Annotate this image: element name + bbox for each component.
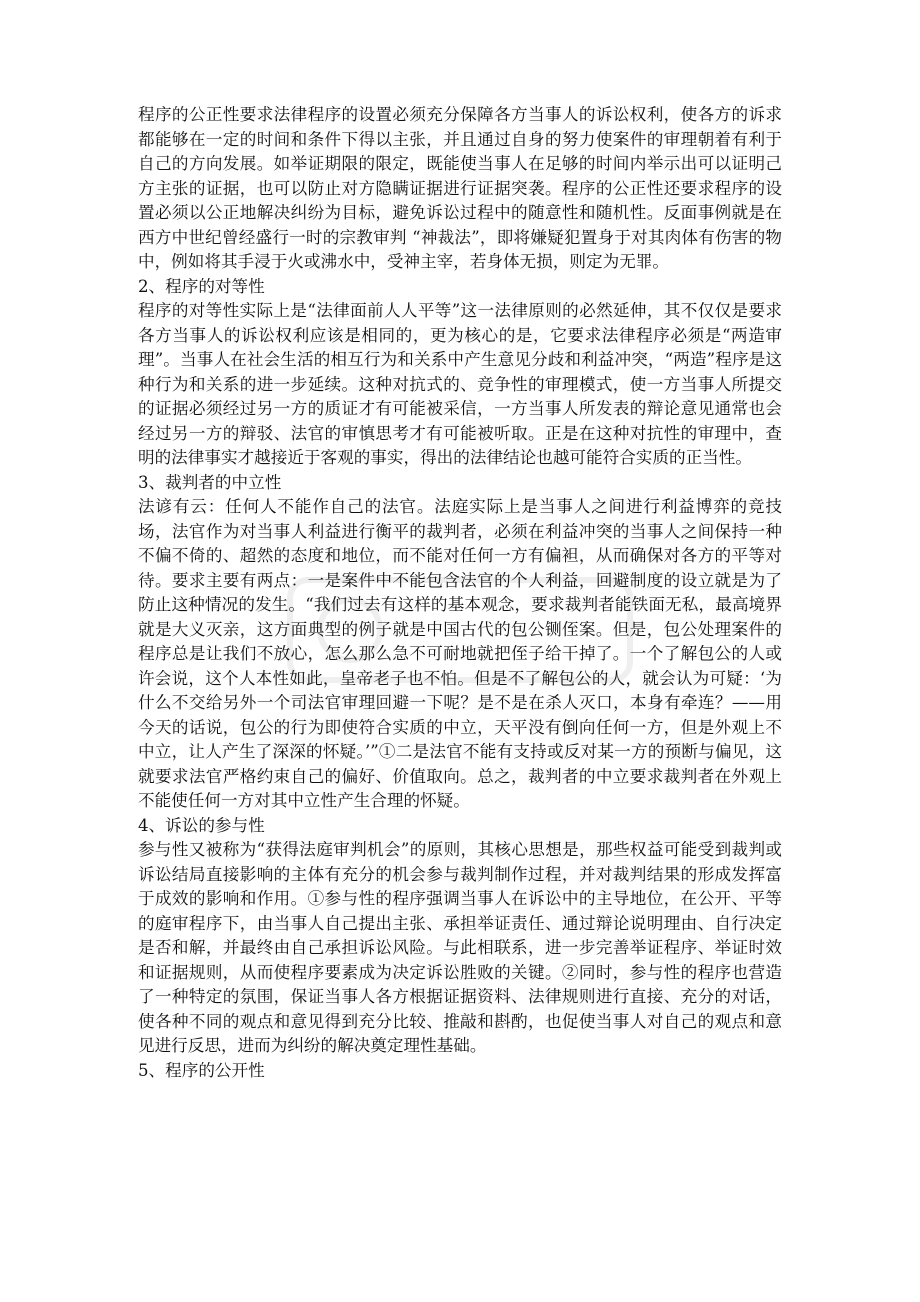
paragraph-fairness: 程序的公正性要求法律程序的设置必须充分保障各方当事人的诉讼权利，使各方的诉求都能够在一定的时间和条件下得以主张，并且通过自身的努力使案件的审理朝着有利于自己的方向发展。如举证期限的限定，既能使当事人在足够的时间内举示出可以证明己方主张的证据，也可以防止对方隐瞒证据进行证据突袭。程序的公正性还要求程序的设置必须以公正地解决纠纷为目标，避免诉讼过程中的随意性和随机性。反面事例就是在西方中世纪曾经盛行一时的宗教审判 “神裁法”，即将嫌疑犯置身于对其肉体有伤害的物中，例如将其手浸于火或沸水中，受神主宰，若身体无损，则定为无罪。 — [138, 105, 782, 271]
heading-openness: 5、程序的公开性 — [138, 1060, 265, 1080]
paragraph-equality: 程序的对等性实际上是“法律面前人人平等”这一法律原则的必然延伸，其不仅仅是要求各方当事人的诉讼权利应该是相同的，更为核心的是，它要求法律程序必须是“两造审理”。当事人在社会生活的相互行为和关系中产生意见分歧和利益冲突，“两造”程序是这种行为和关系的进一步延续。这种对抗式的、竞争性的审理模式，使一方当事人所提交的证据必须经过另一方的质证才有可能被采信，一方当事人所发表的辩论意见通常也会经过另一方的辩驳、法官的审慎思考才有可能被听取。正是在这种对抗性的审理中，查明的法律事实才越接近于客观的事实，得出的法律结论也越可能符合实质的正当性。 — [138, 301, 782, 467]
paragraph-participation: 参与性又被称为“获得法庭审判机会”的原则，其核心思想是，那些权益可能受到裁判或诉讼结局直接影响的主体有充分的机会参与裁判制作过程，并对裁判结果的形成发挥富于成效的影响和作用。①参与性的程序强调当事人在诉讼中的主导地位，在公开、平等的庭审程序下，由当事人自己提出主张、承担举证责任、通过辩论说明理由、自行决定是否和解，并最终由自己承担诉讼风险。与此相联系，进一步完善举证程序、举证时效和证据规则，从而使程序要素成为决定诉讼胜败的关键。②同时，参与性的程序也营造了一种特定的氛围，保证当事人各方根据证据资料、法律规则进行直接、充分的对话，使各种不同的观点和意见得到充分比较、推敲和斟酌，也促使当事人对自己的观点和意见进行反思，进而为纠纷的解决奠定理性基础。 — [138, 840, 782, 1055]
heading-participation: 4、诉讼的参与性 — [138, 815, 265, 835]
document-body — [138, 103, 782, 1083]
heading-equality: 2、程序的对等性 — [138, 276, 265, 296]
paragraph-neutrality: 法谚有云：任何人不能作自己的法官。法庭实际上是当事人之间进行利益博弈的竞技场，法官作为对当事人利益进行衡平的裁判者，必须在利益冲突的当事人之间保持一种不偏不倚的、超然的态度和地位，而不能对任何一方有偏袒，从而确保对各方的平等对待。要求主要有两点：一是案件中不能包含法官的个人利益，回避制度的设立就是为了防止这种情况的发生。“我们过去有这样的基本观念，要求裁判者能铁面无私，最高境界就是大义灭亲，这方面典型的例子就是中国古代的包公铡侄案。但是，包公处理案件的程序总是让我们不放心，怎么那么急不可耐地就把侄子给干掉了。一个了解包公的人或许会说，这个人本性如此，皇帝老子也不怕。但是不了解包公的人，就会认为可疑：‘为什么不交给另外一个司法官审理回避一下呢？是不是在杀人灭口，本身有牵连？——用今天的话说，包公的行为即使符合实质的中立，天平没有倒向任何一方，但是外观上不中立，让人产生了深深的怀疑。’”①二是法官不能有支持或反对某一方的预断与偏见，这就要求法官严格约束自己的偏好、价值取向。总之，裁判者的中立要求裁判者在外观上不能使任何一方对其中立性产生合理的怀疑。 — [138, 497, 782, 810]
heading-neutrality: 3、裁判者的中立性 — [138, 472, 282, 492]
